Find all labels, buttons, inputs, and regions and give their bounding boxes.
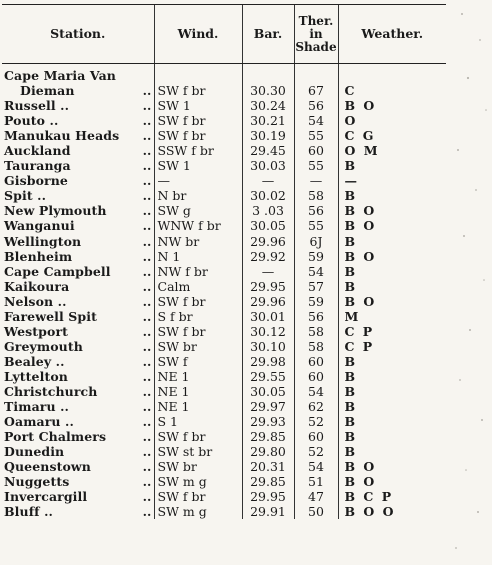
station-name: Timaru .. <box>4 399 70 415</box>
wind-cell: NE 1 <box>154 369 242 384</box>
thermometer-cell: 60 <box>294 354 338 369</box>
leader-dots: .. <box>142 444 152 460</box>
weather-cell: B <box>338 414 446 429</box>
weather-cell: B O <box>338 249 446 264</box>
table-row <box>2 324 446 339</box>
wind-cell: NW f br <box>154 264 242 279</box>
leader-dots: .. <box>142 98 152 114</box>
wind-cell: SW f br <box>154 429 242 444</box>
barometer-cell: 29.80 <box>242 444 294 459</box>
barometer-cell: — <box>242 173 294 188</box>
barometer-cell: 30.01 <box>242 309 294 324</box>
barometer-cell: 29.85 <box>242 474 294 489</box>
table-row <box>2 218 446 233</box>
barometer-cell <box>242 64 294 84</box>
station-cell <box>2 83 154 98</box>
leader-dots: .. <box>142 459 152 475</box>
weather-cell: B O <box>338 218 446 233</box>
station-name: Cape Maria Van <box>4 68 116 83</box>
station-cell <box>2 294 154 309</box>
barometer-cell: 29.45 <box>242 143 294 158</box>
wind-cell: SW 1 <box>154 98 242 113</box>
table-row <box>2 128 446 143</box>
barometer-cell: 29.95 <box>242 489 294 504</box>
barometer-cell: 30.03 <box>242 158 294 173</box>
wind-cell: — <box>154 173 242 188</box>
table-row <box>2 234 446 249</box>
table-row <box>2 173 446 188</box>
header-ther: Ther. in Shade <box>294 5 338 64</box>
header-bar: Bar. <box>242 5 294 64</box>
barometer-cell: 29.91 <box>242 504 294 519</box>
station-cell <box>2 354 154 369</box>
station-name: Lyttelton <box>4 368 68 384</box>
table-row <box>2 474 446 489</box>
leader-dots: .. <box>142 383 152 399</box>
thermometer-cell: 54 <box>294 113 338 128</box>
weather-cell: B <box>338 234 446 249</box>
thermometer-cell: 60 <box>294 143 338 158</box>
station-name: Oamaru .. <box>4 414 74 430</box>
wind-cell: NE 1 <box>154 399 242 414</box>
station-cell <box>2 264 154 279</box>
weather-cell: C P <box>338 339 446 354</box>
thermometer-cell: 56 <box>294 98 338 113</box>
wind-cell: SW br <box>154 459 242 474</box>
station-name: Invercargill <box>4 489 88 505</box>
leader-dots: .. <box>142 263 152 279</box>
barometer-cell: 29.95 <box>242 279 294 294</box>
weather-cell: C P <box>338 324 446 339</box>
leader-dots: .. <box>142 504 152 520</box>
leader-dots: .. <box>142 128 152 144</box>
header-weather: Weather. <box>338 5 446 64</box>
leader-dots: .. <box>142 278 152 294</box>
wind-cell: SW f <box>154 354 242 369</box>
weather-cell: B O O <box>338 504 446 519</box>
weather-cell: B O <box>338 474 446 489</box>
barometer-cell: 30.05 <box>242 218 294 233</box>
station-name: Cape Campbell <box>4 263 111 279</box>
thermometer-cell: 55 <box>294 218 338 233</box>
barometer-cell: 20.31 <box>242 459 294 474</box>
leader-dots: .. <box>142 188 152 204</box>
table-row <box>2 309 446 324</box>
barometer-cell: 29.98 <box>242 354 294 369</box>
wind-cell: N 1 <box>154 249 242 264</box>
thermometer-cell: 52 <box>294 414 338 429</box>
wind-cell: NE 1 <box>154 384 242 399</box>
station-cell <box>2 128 154 143</box>
station-name: Auckland <box>4 143 71 159</box>
thermometer-cell: 54 <box>294 264 338 279</box>
leader-dots: .. <box>142 323 152 339</box>
weather-cell: B <box>338 158 446 173</box>
station-cell <box>2 249 154 264</box>
page-margin-texture <box>450 0 492 565</box>
station-name: Manukau Heads <box>4 128 120 144</box>
leader-dots: .. <box>142 203 152 219</box>
station-cell <box>2 459 154 474</box>
thermometer-cell: 60 <box>294 369 338 384</box>
thermometer-cell: 56 <box>294 203 338 218</box>
barometer-cell: 30.12 <box>242 324 294 339</box>
wind-cell: SW f br <box>154 489 242 504</box>
wind-cell: WNW f br <box>154 218 242 233</box>
barometer-cell: 29.92 <box>242 249 294 264</box>
thermometer-cell: 54 <box>294 459 338 474</box>
station-cell <box>2 399 154 414</box>
thermometer-cell: 6J <box>294 234 338 249</box>
wind-cell: Calm <box>154 279 242 294</box>
weather-cell: B O <box>338 98 446 113</box>
weather-cell: B <box>338 429 446 444</box>
wind-cell: SW f br <box>154 113 242 128</box>
station-cell <box>2 474 154 489</box>
barometer-cell: 30.24 <box>242 98 294 113</box>
leader-dots: .. <box>142 368 152 384</box>
station-name: Kaikoura <box>4 278 70 294</box>
table-row <box>2 249 446 264</box>
table-row <box>2 294 446 309</box>
station-name: Wellington <box>4 233 82 249</box>
leader-dots: .. <box>142 293 152 309</box>
weather-cell: B O <box>338 294 446 309</box>
barometer-cell: 30.02 <box>242 188 294 203</box>
thermometer-cell: 55 <box>294 158 338 173</box>
leader-dots: .. <box>142 429 152 445</box>
thermometer-cell: — <box>294 173 338 188</box>
weather-cell: B <box>338 188 446 203</box>
weather-report-table <box>2 4 446 519</box>
wind-cell: SW m g <box>154 504 242 519</box>
station-cell <box>2 444 154 459</box>
station-name: Christchurch <box>4 383 98 399</box>
thermometer-cell: 56 <box>294 309 338 324</box>
weather-cell: B C P <box>338 489 446 504</box>
table-row <box>2 399 446 414</box>
station-cell <box>2 143 154 158</box>
barometer-cell: 29.96 <box>242 234 294 249</box>
leader-dots: .. <box>142 308 152 324</box>
wind-cell: SW br <box>154 339 242 354</box>
thermometer-cell: 50 <box>294 504 338 519</box>
barometer-cell: 29.97 <box>242 399 294 414</box>
barometer-cell: — <box>242 264 294 279</box>
leader-dots: .. <box>142 338 152 354</box>
table-row <box>2 429 446 444</box>
station-name: Bluff .. <box>4 504 54 520</box>
wind-cell: SW 1 <box>154 158 242 173</box>
station-cell <box>2 324 154 339</box>
station-cell <box>2 173 154 188</box>
weather-cell: B <box>338 279 446 294</box>
station-name: Farewell Spit <box>4 308 97 324</box>
thermometer-cell: 67 <box>294 83 338 98</box>
leader-dots: .. <box>142 248 152 264</box>
station-cell <box>2 218 154 233</box>
station-cell <box>2 279 154 294</box>
thermometer-cell: 59 <box>294 249 338 264</box>
barometer-cell: 29.93 <box>242 414 294 429</box>
thermometer-cell: 60 <box>294 429 338 444</box>
weather-cell <box>338 64 446 84</box>
barometer-cell: 30.10 <box>242 339 294 354</box>
station-cell <box>2 489 154 504</box>
weather-cell: — <box>338 173 446 188</box>
wind-cell: SW f br <box>154 294 242 309</box>
station-name: Russell .. <box>4 98 70 114</box>
barometer-cell: 29.85 <box>242 429 294 444</box>
weather-cell: B <box>338 354 446 369</box>
table-row <box>2 459 446 474</box>
wind-cell: S f br <box>154 309 242 324</box>
wind-cell: S 1 <box>154 414 242 429</box>
wind-cell: SW f br <box>154 128 242 143</box>
leader-dots: .. <box>142 489 152 505</box>
table-row <box>2 384 446 399</box>
wind-cell: SW f br <box>154 324 242 339</box>
weather-cell: B <box>338 444 446 459</box>
thermometer-cell: 47 <box>294 489 338 504</box>
station-cell <box>2 414 154 429</box>
weather-cell: O M <box>338 143 446 158</box>
weather-cell: B <box>338 264 446 279</box>
table-row <box>2 369 446 384</box>
thermometer-cell: 58 <box>294 188 338 203</box>
wind-cell: N br <box>154 188 242 203</box>
leader-dots: .. <box>142 83 152 99</box>
leader-dots: .. <box>142 233 152 249</box>
wind-cell: SW m g <box>154 474 242 489</box>
station-name: Pouto .. <box>4 113 59 129</box>
leader-dots: .. <box>142 474 152 490</box>
station-cell <box>2 234 154 249</box>
weather-cell: B <box>338 399 446 414</box>
table-row <box>2 98 446 113</box>
station-cell <box>2 339 154 354</box>
barometer-cell: 30.19 <box>242 128 294 143</box>
wind-cell: NW br <box>154 234 242 249</box>
barometer-cell: 30.30 <box>242 83 294 98</box>
barometer-cell: 3 .03 <box>242 203 294 218</box>
leader-dots: .. <box>142 113 152 129</box>
station-name: Queenstown <box>4 459 91 475</box>
wind-cell <box>154 64 242 84</box>
barometer-cell: 30.21 <box>242 113 294 128</box>
thermometer-cell: 59 <box>294 294 338 309</box>
leader-dots: .. <box>142 414 152 430</box>
station-name: Nuggetts <box>4 474 70 490</box>
station-cell <box>2 384 154 399</box>
weather-cell: B O <box>338 203 446 218</box>
station-name: Greymouth <box>4 338 83 354</box>
station-name: Westport <box>4 323 69 339</box>
weather-cell: B O <box>338 459 446 474</box>
table-row <box>2 203 446 218</box>
weather-cell: B <box>338 369 446 384</box>
station-name: Spit .. <box>4 188 47 204</box>
table-row <box>2 279 446 294</box>
thermometer-cell <box>294 64 338 84</box>
table-row <box>2 504 446 519</box>
station-cell <box>2 203 154 218</box>
thermometer-cell: 57 <box>294 279 338 294</box>
station-name: Wanganui <box>4 218 75 234</box>
table-row <box>2 489 446 504</box>
station-cell <box>2 158 154 173</box>
thermometer-cell: 58 <box>294 324 338 339</box>
wind-cell: SW g <box>154 203 242 218</box>
leader-dots: .. <box>142 353 152 369</box>
thermometer-cell: 58 <box>294 339 338 354</box>
table-row <box>2 414 446 429</box>
table-row <box>2 188 446 203</box>
wind-cell: SW st br <box>154 444 242 459</box>
station-cell <box>2 113 154 128</box>
station-cell <box>2 309 154 324</box>
table-row <box>2 143 446 158</box>
leader-dots: .. <box>142 399 152 415</box>
table-body <box>2 64 446 520</box>
table-row <box>2 64 446 84</box>
station-cell <box>2 188 154 203</box>
station-name: New Plymouth <box>4 203 107 219</box>
table-row <box>2 83 446 98</box>
weather-cell: C <box>338 83 446 98</box>
station-name: Port Chalmers <box>4 429 107 445</box>
leader-dots: .. <box>142 218 152 234</box>
table-row <box>2 444 446 459</box>
weather-cell: B <box>338 384 446 399</box>
table-row <box>2 264 446 279</box>
table-row <box>2 158 446 173</box>
barometer-cell: 29.55 <box>242 369 294 384</box>
thermometer-cell: 51 <box>294 474 338 489</box>
barometer-cell: 29.96 <box>242 294 294 309</box>
wind-cell: SSW f br <box>154 143 242 158</box>
table-row <box>2 354 446 369</box>
wind-cell: SW f br <box>154 83 242 98</box>
leader-dots: .. <box>142 173 152 189</box>
leader-dots: .. <box>142 143 152 159</box>
thermometer-cell: 52 <box>294 444 338 459</box>
thermometer-cell: 55 <box>294 128 338 143</box>
station-name: Dunedin <box>4 444 65 460</box>
station-cell <box>2 429 154 444</box>
barometer-cell: 30.05 <box>242 384 294 399</box>
station-name: Tauranga <box>4 158 71 174</box>
station-name: Bealey .. <box>4 353 65 369</box>
table-row <box>2 113 446 128</box>
station-cell <box>2 64 154 84</box>
weather-cell: M <box>338 309 446 324</box>
station-name: Nelson .. <box>4 293 67 309</box>
thermometer-cell: 62 <box>294 399 338 414</box>
thermometer-cell: 54 <box>294 384 338 399</box>
station-cell <box>2 504 154 519</box>
table-row <box>2 339 446 354</box>
station-name: Blenheim <box>4 248 73 264</box>
station-name: Gisborne <box>4 173 68 189</box>
station-name: Dieman <box>20 83 75 99</box>
station-cell <box>2 369 154 384</box>
weather-cell: O <box>338 113 446 128</box>
header-station: Station. <box>2 5 154 64</box>
leader-dots: .. <box>142 158 152 174</box>
table-header <box>2 5 446 64</box>
weather-cell: C G <box>338 128 446 143</box>
station-cell <box>2 98 154 113</box>
header-wind: Wind. <box>154 5 242 64</box>
